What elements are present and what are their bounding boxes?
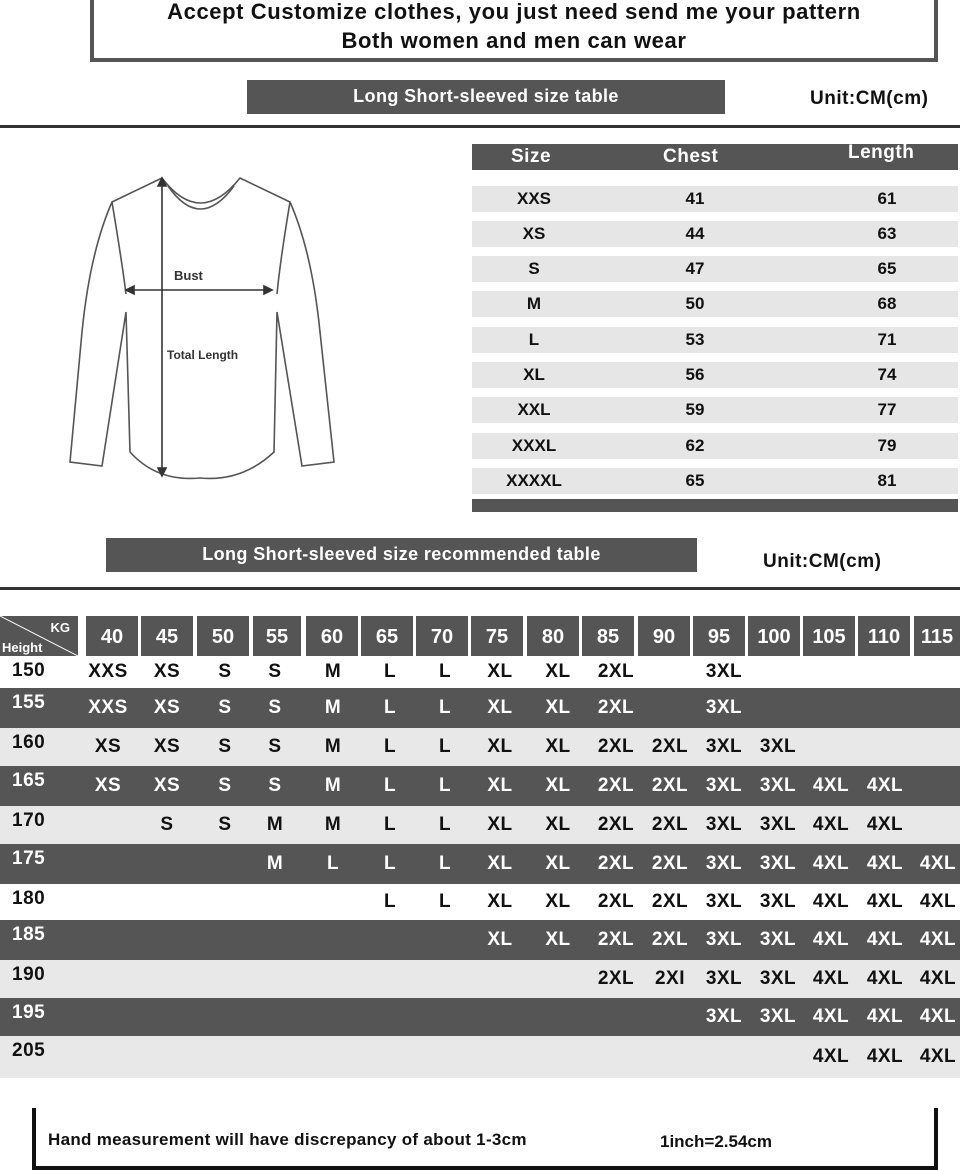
recommend-size-cell: 4XL [812, 853, 850, 874]
weight-header-cell: 45 [141, 616, 193, 656]
recommend-size-cell: L [383, 853, 397, 874]
recommend-size-cell: 4XL [866, 891, 904, 912]
recommend-size-cell: XS [153, 697, 181, 718]
recommend-size-cell: 2XL [651, 775, 689, 796]
recommend-size-cell: 3XL [705, 697, 743, 718]
recommend-size-cell: 2XL [597, 853, 635, 874]
recommend-size-cell: XL [487, 814, 513, 835]
recommend-size-cell: 4XL [812, 1006, 850, 1027]
recommend-size-cell: 3XL [759, 968, 797, 989]
cell-size: XXXL [511, 436, 557, 455]
size-table-header [472, 144, 958, 170]
recommend-row [0, 998, 960, 1036]
recommend-size-cell: M [266, 853, 284, 874]
recommend-size-cell: XL [545, 853, 571, 874]
cell-length: 81 [877, 471, 897, 490]
recommend-size-cell: S [268, 775, 282, 796]
recommend-size-cell: L [383, 775, 397, 796]
size-row [472, 468, 958, 494]
recommend-size-cell: S [268, 661, 282, 682]
recommend-size-cell: 3XL [705, 929, 743, 950]
recommend-size-cell: XL [545, 775, 571, 796]
header-subtitle: Both women and men can wear [341, 28, 687, 53]
recommend-size-cell: 3XL [705, 736, 743, 757]
recommend-table-unit: Unit:CM(cm) [763, 551, 882, 572]
recommend-size-cell: L [383, 814, 397, 835]
recommend-size-cell: 3XL [759, 853, 797, 874]
recommend-size-cell: XS [153, 775, 181, 796]
recommend-size-cell: 2XL [597, 891, 635, 912]
recommend-size-cell: S [218, 697, 232, 718]
recommend-size-cell: M [324, 736, 342, 757]
cell-size: M [526, 294, 542, 313]
recommend-size-cell: 2XL [651, 814, 689, 835]
size-row [472, 327, 958, 353]
recommend-size-cell: L [326, 853, 340, 874]
recommend-size-cell: 4XL [866, 814, 904, 835]
weight-header-cell: 60 [306, 616, 358, 656]
weight-header-cell: 90 [638, 616, 690, 656]
recommend-row [0, 728, 960, 766]
recommend-size-cell: L [438, 775, 452, 796]
height-value: 150 [12, 660, 46, 681]
divider [0, 125, 960, 128]
height-value: 190 [12, 964, 46, 985]
length-label: Total Length [167, 348, 239, 362]
cell-size: XS [522, 224, 546, 243]
height-value: 205 [12, 1040, 46, 1061]
recommend-size-cell: XS [94, 775, 122, 796]
cell-length: 79 [877, 436, 897, 455]
recommend-row [0, 920, 960, 960]
height-value: 185 [12, 924, 46, 945]
recommend-size-cell: 3XL [759, 1006, 797, 1027]
recommend-size-cell: S [268, 697, 282, 718]
height-label: Height [2, 640, 43, 655]
recommend-size-cell: 3XL [705, 891, 743, 912]
height-value: 175 [12, 848, 46, 869]
recommend-size-cell: S [268, 736, 282, 757]
divider [0, 587, 960, 590]
recommend-size-cell: 4XL [812, 929, 850, 950]
cell-size: XXS [516, 189, 552, 208]
recommend-size-cell: 4XL [866, 1046, 904, 1067]
recommend-size-cell: L [438, 697, 452, 718]
cell-size: S [528, 259, 540, 278]
recommend-row [0, 806, 960, 844]
weight-header-cell: 65 [361, 616, 413, 656]
recommend-size-cell: XL [545, 661, 571, 682]
recommend-size-cell: XS [153, 661, 181, 682]
recommend-size-cell: 2XL [597, 775, 635, 796]
recommend-row [0, 884, 960, 920]
recommend-size-cell: S [218, 661, 232, 682]
recommend-row [0, 960, 960, 998]
recommend-size-cell: 4XL [866, 968, 904, 989]
shirt-diagram [62, 172, 342, 482]
recommend-size-cell: XS [153, 736, 181, 757]
cell-length: 61 [877, 189, 897, 208]
cell-chest: 59 [685, 400, 705, 419]
bust-label: Bust [174, 268, 203, 283]
recommend-size-cell: L [438, 661, 452, 682]
recommend-size-cell: 2XL [597, 929, 635, 950]
recommend-size-cell: M [266, 814, 284, 835]
recommend-size-cell: S [218, 814, 232, 835]
weight-header-cell: 80 [527, 616, 579, 656]
cell-size: XXL [517, 400, 551, 419]
size-table-unit: Unit:CM(cm) [810, 88, 929, 109]
col-chest: Chest [663, 146, 719, 167]
weight-header-cell: 50 [197, 616, 249, 656]
cell-size: XXXXL [506, 471, 562, 490]
cell-chest: 56 [685, 365, 705, 384]
recommend-size-cell: 3XL [705, 814, 743, 835]
col-size: Size [511, 146, 552, 167]
recommend-size-cell: L [438, 891, 452, 912]
recommend-size-cell: L [383, 736, 397, 757]
recommend-row [0, 766, 960, 806]
recommend-size-cell: S [218, 775, 232, 796]
recommend-row [0, 844, 960, 884]
recommend-size-cell: 3XL [705, 661, 743, 682]
recommend-size-cell: 2XL [651, 891, 689, 912]
recommend-size-cell: XL [545, 697, 571, 718]
cell-length: 68 [877, 294, 897, 313]
recommend-size-cell: 2XI [654, 968, 686, 989]
recommend-size-cell: XXS [88, 661, 128, 682]
cell-chest: 44 [685, 224, 705, 243]
recommend-size-cell: 4XL [812, 775, 850, 796]
recommend-size-cell: 4XL [919, 929, 957, 950]
height-value: 155 [12, 692, 46, 713]
recommend-size-cell: XL [545, 814, 571, 835]
recommend-size-cell: S [160, 814, 174, 835]
recommend-size-cell: L [438, 736, 452, 757]
recommend-size-cell: 3XL [759, 736, 797, 757]
recommend-size-cell: 4XL [812, 968, 850, 989]
cell-length: 74 [877, 365, 897, 384]
height-value: 180 [12, 888, 46, 909]
weight-header-cell: 55 [253, 616, 301, 656]
height-value: 195 [12, 1002, 46, 1023]
recommend-size-cell: 4XL [866, 929, 904, 950]
recommend-size-cell: 2XL [651, 853, 689, 874]
size-row [472, 433, 958, 459]
recommend-size-cell: 2XL [651, 929, 689, 950]
recommend-size-cell: M [324, 775, 342, 796]
recommend-size-cell: 3XL [759, 929, 797, 950]
recommend-size-cell: 4XL [919, 968, 957, 989]
recommend-size-cell: XL [545, 929, 571, 950]
weight-header-cell: 110 [858, 616, 910, 656]
recommend-size-cell: 4XL [866, 775, 904, 796]
size-table-footer-bar [472, 499, 958, 512]
recommend-size-cell: 3XL [759, 775, 797, 796]
size-row [472, 362, 958, 388]
recommend-size-cell: XL [545, 736, 571, 757]
recommend-table-banner: Long Short-sleeved size recommended table [106, 538, 697, 572]
recommend-size-cell: 4XL [812, 1046, 850, 1067]
recommend-row [0, 688, 960, 728]
kg-label: KG [50, 620, 70, 635]
cell-size: L [528, 330, 540, 349]
recommend-size-cell: L [383, 661, 397, 682]
cell-chest: 65 [685, 471, 705, 490]
footer-note: Hand measurement will have discrepancy of about 1-3cm [48, 1130, 527, 1149]
cell-length: 77 [877, 400, 897, 419]
recommend-size-cell: 4XL [812, 814, 850, 835]
cell-length: 65 [877, 259, 897, 278]
recommend-size-cell: XL [487, 736, 513, 757]
weight-header-cell: 95 [693, 616, 745, 656]
recommend-size-cell: 4XL [919, 1046, 957, 1067]
height-value: 160 [12, 732, 46, 753]
recommend-row [0, 1036, 960, 1078]
recommend-size-cell: L [438, 853, 452, 874]
cell-chest: 50 [685, 294, 705, 313]
size-row [472, 256, 958, 282]
recommend-size-cell: XL [487, 891, 513, 912]
recommend-size-cell: 3XL [705, 1006, 743, 1027]
recommend-size-cell: XXS [88, 697, 128, 718]
recommend-size-cell: XS [94, 736, 122, 757]
recommend-size-cell: 4XL [919, 1006, 957, 1027]
weight-header-cell: 70 [416, 616, 468, 656]
recommend-size-cell: 2XL [597, 968, 635, 989]
recommend-size-cell: L [438, 814, 452, 835]
recommend-row [0, 656, 960, 688]
size-table-banner: Long Short-sleeved size table [247, 80, 725, 114]
recommend-size-cell: 2XL [651, 736, 689, 757]
height-value: 165 [12, 770, 46, 791]
recommend-size-cell: 4XL [866, 853, 904, 874]
recommend-size-cell: 2XL [597, 814, 635, 835]
recommend-size-cell: 3XL [759, 814, 797, 835]
recommend-size-cell: 2XL [597, 661, 635, 682]
cell-length: 71 [877, 330, 897, 349]
header-title: Accept Customize clothes, you just need send me your pattern [167, 0, 861, 24]
cell-chest: 41 [685, 189, 705, 208]
recommend-size-cell: 4XL [919, 891, 957, 912]
recommend-size-cell: XL [487, 697, 513, 718]
recommend-size-cell: XL [487, 775, 513, 796]
size-row [472, 221, 958, 247]
size-row [472, 186, 958, 212]
recommend-size-cell: M [324, 814, 342, 835]
col-length: Length [848, 142, 915, 163]
recommend-size-cell: XL [487, 853, 513, 874]
cell-chest: 47 [685, 259, 705, 278]
recommend-size-cell: 3XL [759, 891, 797, 912]
recommend-size-cell: 4XL [919, 853, 957, 874]
weight-header-cell: 75 [471, 616, 523, 656]
cell-length: 63 [877, 224, 897, 243]
recommend-size-cell: S [218, 736, 232, 757]
cell-chest: 53 [685, 330, 705, 349]
recommend-size-cell: M [324, 661, 342, 682]
recommend-corner-header [0, 616, 78, 656]
weight-header-cell: 100 [748, 616, 800, 656]
weight-header-cell: 85 [582, 616, 634, 656]
recommend-size-cell: 4XL [812, 891, 850, 912]
recommend-size-cell: L [383, 697, 397, 718]
recommend-size-cell: M [324, 697, 342, 718]
weight-header-cell: 115 [914, 616, 960, 656]
recommend-size-cell: 3XL [705, 775, 743, 796]
recommend-size-cell: XL [545, 891, 571, 912]
recommend-size-cell: 3XL [705, 853, 743, 874]
recommend-size-cell: 4XL [866, 1006, 904, 1027]
cell-chest: 62 [685, 436, 705, 455]
recommend-size-cell: 2XL [597, 697, 635, 718]
inch-conversion: 1inch=2.54cm [660, 1132, 772, 1151]
cell-size: XL [523, 365, 545, 384]
recommend-size-cell: XL [487, 661, 513, 682]
weight-header-cell: 105 [803, 616, 855, 656]
recommend-size-cell: XL [487, 929, 513, 950]
size-row [472, 291, 958, 317]
weight-header-cell: 40 [86, 616, 138, 656]
recommend-size-cell: L [383, 891, 397, 912]
size-row [472, 397, 958, 423]
recommend-size-cell: 3XL [705, 968, 743, 989]
height-value: 170 [12, 810, 46, 831]
recommend-size-cell: 2XL [597, 736, 635, 757]
